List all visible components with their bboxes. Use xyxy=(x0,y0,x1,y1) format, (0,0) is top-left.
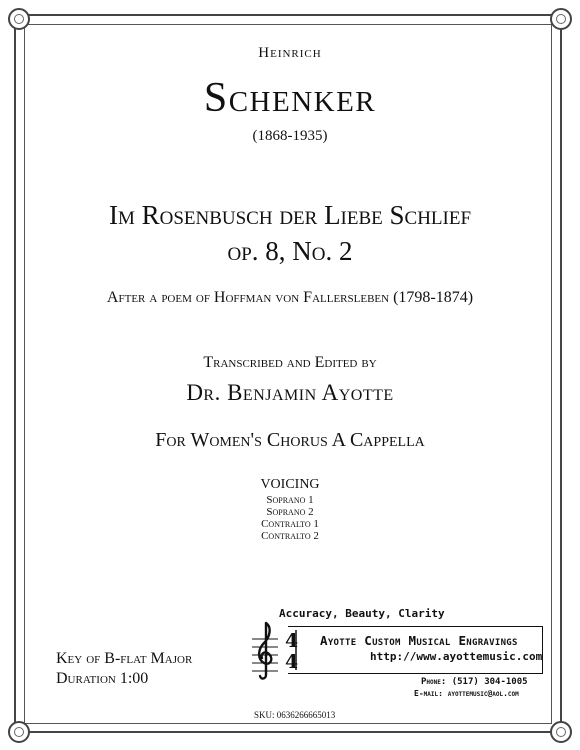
corner-ornament-icon xyxy=(8,721,30,743)
key-signature: Key of B-flat Major xyxy=(56,650,193,667)
corner-ornament-icon xyxy=(550,8,572,30)
svg-text:4: 4 xyxy=(285,630,298,652)
corner-ornament-icon xyxy=(8,8,30,30)
performing-forces: For Women's Chorus A Cappella xyxy=(155,429,425,451)
editor-name: Dr. Benjamin Ayotte xyxy=(186,380,394,405)
composer-first-name: Heinrich xyxy=(258,45,322,61)
sku-code: SKU: 0636266665013 xyxy=(254,710,336,720)
publisher-email[interactable]: E-mail: ayottemusic@aol.com xyxy=(414,689,519,698)
work-opus: op. 8, No. 2 xyxy=(227,236,353,266)
voicing-title: VOICING xyxy=(260,477,320,492)
poem-credit: After a poem of Hoffman von Fallersleben (1798-1874) xyxy=(106,289,474,306)
voice-item: Contralto 2 xyxy=(261,530,319,542)
svg-text:4: 4 xyxy=(285,651,298,672)
editor-label: Transcribed and Edited by xyxy=(203,354,377,371)
publisher-phone: Phone: (517) 304-1005 xyxy=(421,677,528,687)
treble-clef-icon xyxy=(252,619,278,681)
voice-item: Soprano 2 xyxy=(266,506,314,518)
work-title: Im Rosenbusch der Liebe Schlief xyxy=(108,200,472,230)
voice-item: Contralto 1 xyxy=(261,518,319,530)
publisher-tagline: Accuracy, Beauty, Clarity xyxy=(279,607,445,620)
composer-last-name: Schenker xyxy=(203,75,377,121)
voice-item: Soprano 1 xyxy=(266,494,314,506)
corner-ornament-icon xyxy=(550,721,572,743)
composer-dates: (1868-1935) xyxy=(252,128,328,144)
duration: Duration 1:00 xyxy=(56,670,149,687)
publisher-name: Ayotte Custom Musical Engravings xyxy=(320,633,518,648)
publisher-logo xyxy=(252,607,545,709)
publisher-url[interactable]: http://www.ayottemusic.com xyxy=(370,650,543,663)
